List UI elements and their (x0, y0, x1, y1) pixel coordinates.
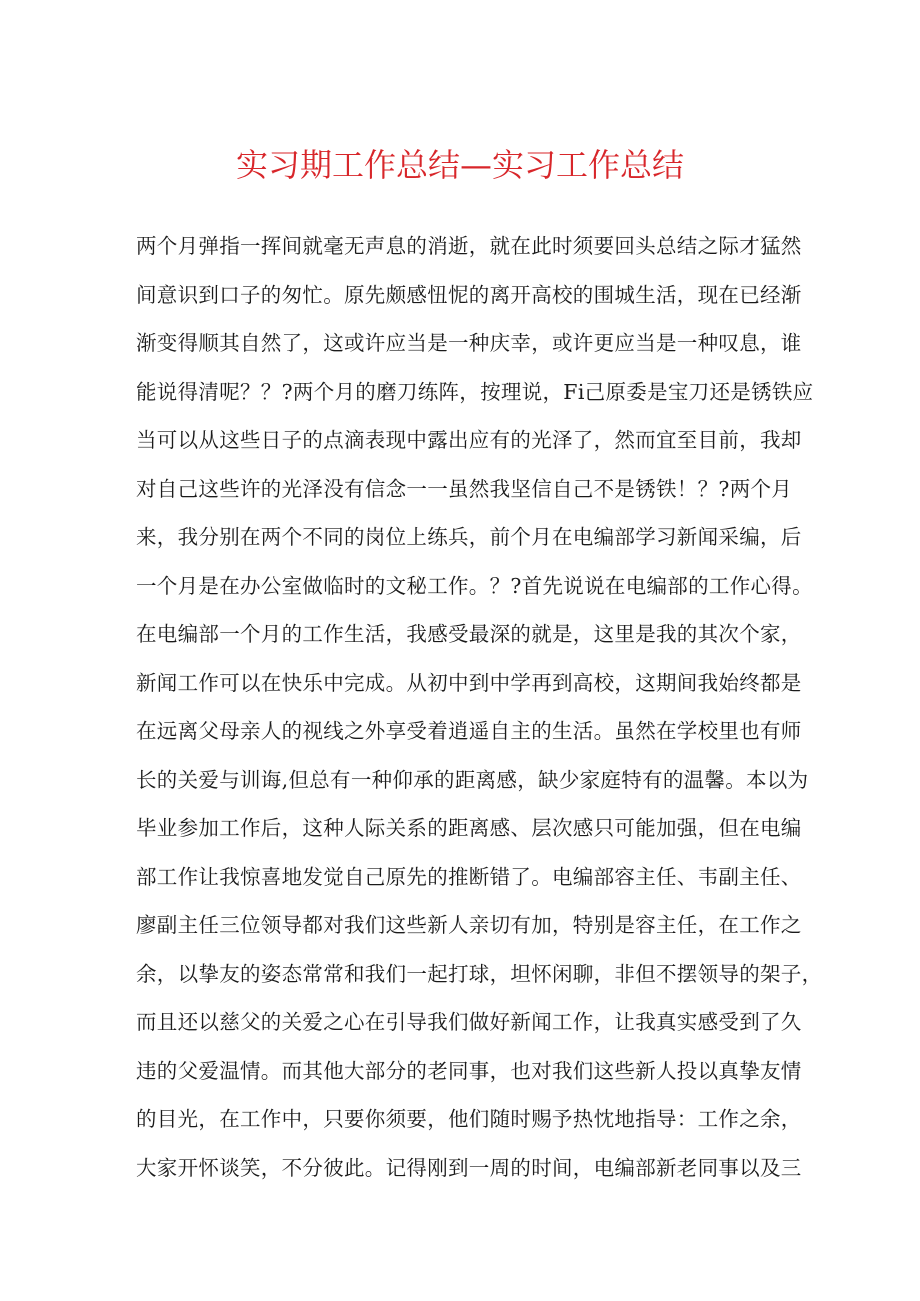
body-line: 余，以挚友的姿态常常和我们一起打球，坦怀闲聊，非但不摆领导的架子， (136, 961, 823, 986)
document-body (136, 222, 823, 1192)
body-line: 廖副主任三位领导都对我们这些新人亲切有加，特别是容主任，在工作之 (136, 913, 802, 937)
body-line: 违的父爱温情。而其他大部分的老同事，也对我们这些新人投以真挚友情 (136, 1058, 802, 1083)
body-line: 一个月是在办公室做临时的文秘工作。？?首先说说在电编部的工作心得。 (136, 573, 813, 598)
body-line: 间意识到口子的匆忙。原先颇感忸怩的离开高校的围城生活，现在已经渐 (136, 282, 802, 307)
body-line: 的目光，在工作中，只要你须要，他们随时赐予热忱地指导：工作之余， (136, 1107, 802, 1131)
body-line: 对自己这些许的光泽没有信念一一虽然我坚信自己不是锈铁！？?两个月 (136, 476, 793, 501)
body-line: 大家开怀谈笑，不分彼此。记得刚到一周的时间，电编部新老同事以及三 (136, 1155, 802, 1180)
body-line: 渐变得顺其自然了，这或许应当是一种庆幸，或许更应当是一种叹息，谁 (136, 331, 802, 355)
document-title: 实习期工作总结—实习工作总结 (235, 146, 684, 184)
body-line: 在电编部一个月的工作生活，我感受最深的就是，这里是我的其次个家， (136, 622, 802, 646)
body-line: 在远离父母亲人的视线之外享受着逍遥自主的生活。虽然在学校里也有师 (136, 719, 802, 743)
body-line: 当可以从这些日子的点滴表现中露出应有的光泽了，然而宜至目前，我却 (136, 428, 802, 452)
body-line: 新闻工作可以在快乐中完成。从初中到中学再到高校，这期间我始终都是 (136, 670, 802, 695)
body-line: 而且还以慈父的关爱之心在引导我们做好新闻工作，让我真实感受到了久 (136, 1010, 802, 1034)
body-line: 能说得清呢？？?两个月的磨刀练阵，按理说，Fi己原委是宝刀还是锈铁应 (136, 379, 814, 404)
body-line: 来，我分别在两个不同的岗位上练兵，前个月在电编部学习新闻采编，后 (136, 525, 802, 549)
body-line: 长的关爱与训诲,但总有一种仰承的距离感，缺少家庭特有的温馨。本以为 (136, 767, 809, 792)
body-line: 毕业参加工作后，这种人际关系的距离感、层次感只可能加强，但在电编 (136, 816, 802, 840)
body-line: 部工作让我惊喜地发觉自己原先的推断错了。电编部容主任、韦副主任、 (136, 864, 802, 889)
body-line: 两个月弹指一挥间就毫无声息的消逝，就在此时须要回头总结之际才猛然 (136, 234, 802, 258)
